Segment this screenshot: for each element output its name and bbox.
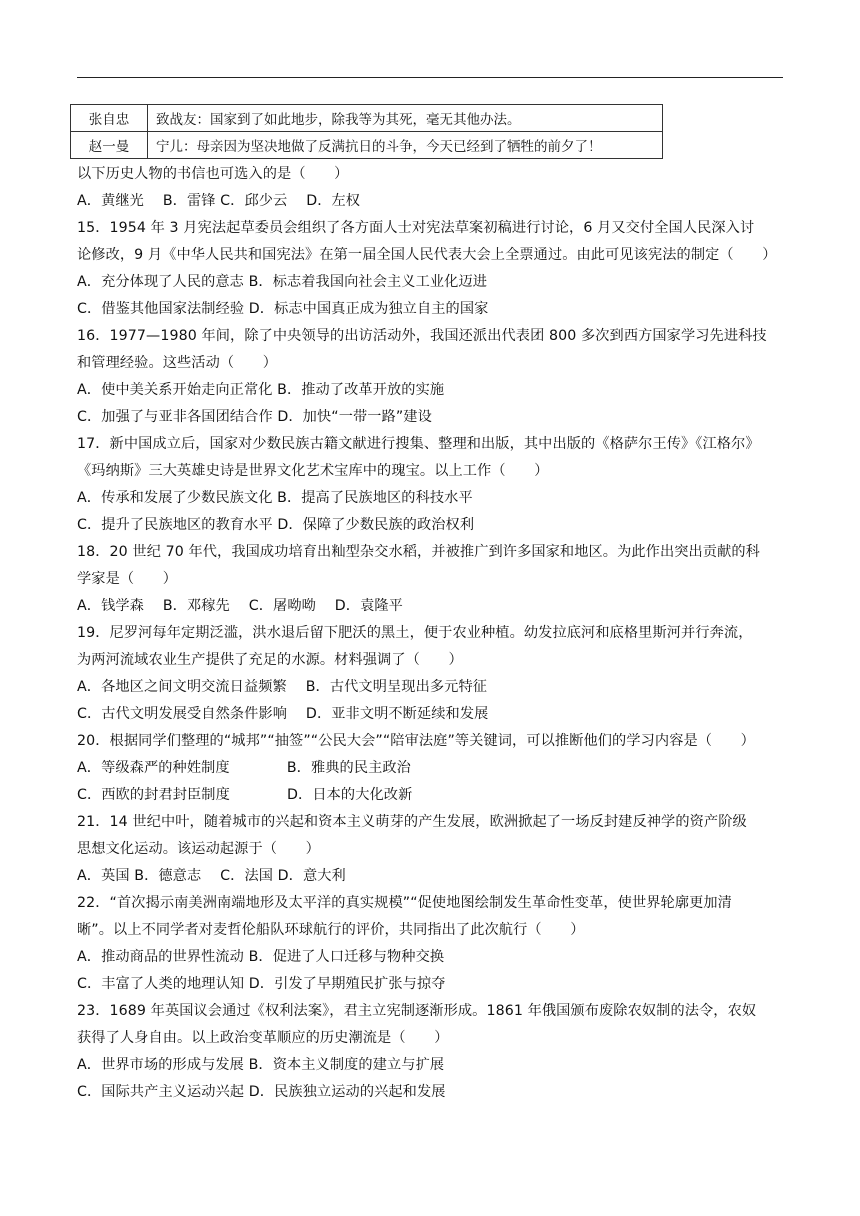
q16-options-ab: A．使中美关系开始走向正常化 B．推动了改革开放的实施	[77, 382, 445, 398]
q23-line1: 23．1689 年英国议会通过《权利法案》，君主立宪制逐渐形成。1861 年俄国颁布废除农奴制的法令，农奴	[77, 1003, 757, 1019]
q22-line1: 22．“首次揭示南美洲南端地形及太平洋的真实规模”“促使地图绘制发生革命性变革，使世界轮廓更加清	[77, 895, 732, 911]
q15-options-ab: A．充分体现了人民的意志 B．标志着我国向社会主义工业化迈进	[77, 274, 488, 290]
q17-line1: 17．新中国成立后，国家对少数民族古籍文献进行搜集、整理和出版，其中出版的《格萨尔王传》《江格尔》	[77, 436, 760, 452]
q17-line2: 《玛纳斯》三大英雄史诗是世界文化艺术宝库中的瑰宝。以上工作（ ）	[77, 463, 549, 479]
q19-line1: 19．尼罗河每年定期泛滥，洪水退后留下肥沃的黑土，便于农业种植。幼发拉底河和底格里斯河并行奔流，	[77, 625, 753, 641]
q20-line1: 20．根据同学们整理的“城邦”“抽签”“公民大会”“陪审法庭”等关键词，可以推断他们的学习内容是（ ）	[77, 733, 755, 749]
letter-text: 宁儿：母亲因为坚决地做了反满抗日的斗争，今天已经到了牺牲的前夕了！	[148, 132, 663, 159]
q23-options-ab: A．世界市场的形成与发展 B．资本主义制度的建立与扩展	[77, 1057, 445, 1073]
q22-line2: 晰”。以上不同学者对麦哲伦船队环球航行的评价，共同指出了此次航行（ ）	[77, 922, 585, 938]
q19-options-ab: A．各地区之间文明交流日益频繁 B．古代文明呈现出多元特征	[77, 679, 488, 695]
q22-options-ab: A．推动商品的世界性流动 B．促进了人口迁移与物种交换	[77, 949, 445, 965]
person-name: 赵一曼	[71, 132, 148, 159]
letter-text: 致战友：国家到了如此地步，除我等为其死，毫无其他办法。	[148, 105, 663, 132]
q23-options-cd: C．国际共产主义运动兴起 D．民族独立运动的兴起和发展	[77, 1084, 446, 1100]
q16-line2: 和管理经验。这些活动（ ）	[77, 355, 278, 371]
person-name: 张自忠	[71, 105, 148, 132]
q20-options-cd: C．西欧的封君封臣制度 D．日本的大化改新	[77, 787, 413, 803]
q15-line2: 论修改，9 月《中华人民共和国宪法》在第一届全国人民代表大会上全票通过。由此可见该宪法的制定（ ）	[77, 247, 777, 263]
q16-line1: 16．1977—1980 年间，除了中央领导的出访活动外，我国还派出代表团 800 多次到西方国家学习先进科技	[77, 328, 767, 344]
q20-options-ab: A．等级森严的种姓制度 B．雅典的民主政治	[77, 760, 411, 776]
q22-options-cd: C．丰富了人类的地理认知 D．引发了早期殖民扩张与掠夺	[77, 976, 446, 992]
q21-line2: 思想文化运动。该运动起源于（ ）	[77, 841, 320, 857]
q23-line2: 获得了人身自由。以上政治变革顺应的历史潮流是（ ）	[77, 1030, 449, 1046]
q19-options-cd: C．古代文明发展受自然条件影响 D．亚非文明不断延续和发展	[77, 706, 489, 722]
q15-options-cd: C．借鉴其他国家法制经验 D．标志中国真正成为独立自主的国家	[77, 301, 489, 317]
letters-table	[70, 104, 663, 159]
table-row	[71, 105, 663, 132]
q19-line2: 为两河流域农业生产提供了充足的水源。材料强调了（ ）	[77, 652, 463, 668]
header-rule	[77, 77, 783, 78]
q16-options-cd: C．加强了与亚非各国团结合作 D．加快“一带一路”建设	[77, 409, 432, 425]
q17-options-cd: C．提升了民族地区的教育水平 D．保障了少数民族的政治权利	[77, 517, 475, 533]
q14-options: A．黄继光 B．雷锋 C．邱少云 D．左权	[77, 193, 361, 209]
q17-options-ab: A．传承和发展了少数民族文化 B．提高了民族地区的科技水平	[77, 490, 473, 506]
q18-line2: 学家是（ ）	[77, 571, 178, 587]
table-row	[71, 132, 663, 159]
q21-line1: 21．14 世纪中叶，随着城市的兴起和资本主义萌芽的产生发展，欧洲掀起了一场反封建反神学的资产阶级	[77, 814, 747, 830]
q14-stem: 以下历史人物的书信也可选入的是（ ）	[77, 166, 349, 182]
q15-line1: 15．1954 年 3 月宪法起草委员会组织了各方面人士对宪法草案初稿进行讨论，6 月又交付全国人民深入讨	[77, 220, 755, 236]
q18-line1: 18．20 世纪 70 年代，我国成功培育出籼型杂交水稻，并被推广到许多国家和地区。为此作出突出贡献的科	[77, 544, 760, 560]
q21-options: A．英国 B．德意志 C．法国 D．意大利	[77, 868, 346, 884]
q18-options: A．钱学森 B．邓稼先 C．屠呦呦 D．袁隆平	[77, 598, 403, 614]
